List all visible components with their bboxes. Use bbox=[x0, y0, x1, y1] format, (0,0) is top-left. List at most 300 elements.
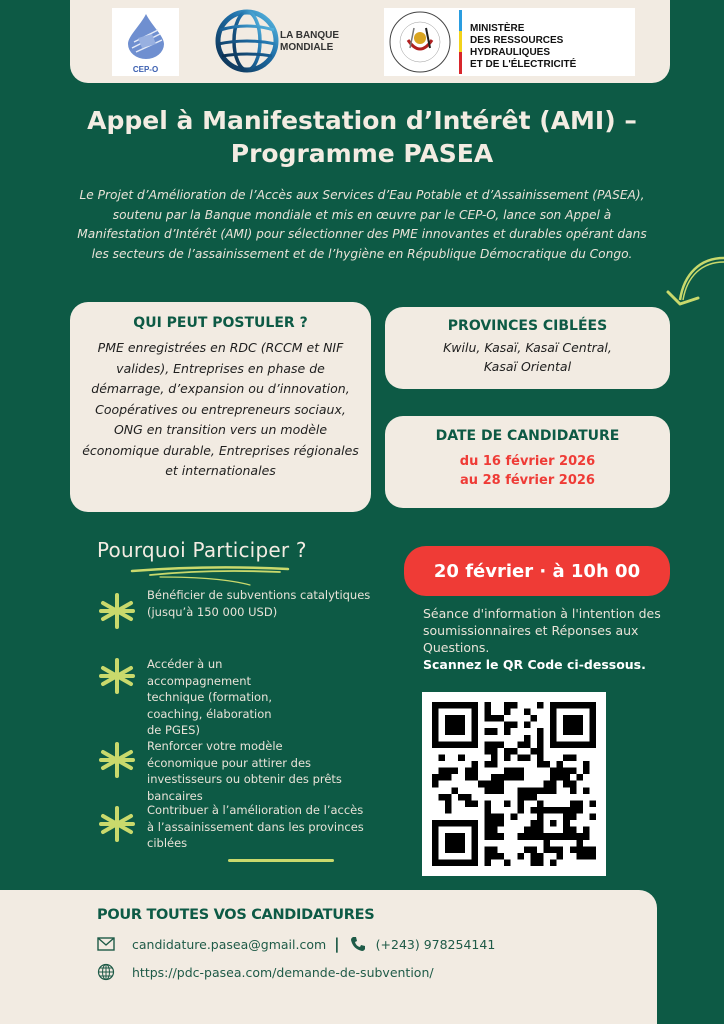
qr-module bbox=[439, 859, 446, 866]
qr-module bbox=[452, 728, 459, 735]
qr-module bbox=[498, 853, 505, 860]
date-to: au 28 février 2026 bbox=[460, 473, 595, 488]
qr-module bbox=[583, 761, 590, 768]
qr-module bbox=[471, 722, 478, 729]
benefit-item bbox=[97, 658, 387, 739]
provinces-heading: PROVINCES CIBLÉES bbox=[447, 318, 608, 334]
qr-module bbox=[550, 787, 557, 794]
qr-module bbox=[445, 741, 452, 748]
qr-module bbox=[458, 741, 465, 748]
contact-heading: POUR TOUTES VOS CANDIDATURES bbox=[97, 907, 375, 923]
qr-module bbox=[504, 728, 511, 735]
qr-module bbox=[563, 814, 570, 821]
qr-module bbox=[498, 741, 505, 748]
qr-module bbox=[524, 827, 531, 834]
globe-icon bbox=[97, 963, 115, 981]
qr-module bbox=[570, 741, 577, 748]
qr-module bbox=[452, 859, 459, 866]
qr-module bbox=[537, 754, 544, 761]
qr-module bbox=[550, 820, 557, 827]
qr-module bbox=[576, 741, 583, 748]
qr-module bbox=[576, 807, 583, 814]
qr-module bbox=[563, 722, 570, 729]
qr-module bbox=[504, 768, 511, 775]
qr-module bbox=[517, 853, 524, 860]
qr-module bbox=[563, 702, 570, 709]
qr-module bbox=[491, 728, 498, 735]
contact-row-website bbox=[97, 963, 434, 981]
qr-module bbox=[445, 800, 452, 807]
qr-module bbox=[517, 754, 524, 761]
qr-module bbox=[530, 794, 537, 801]
qr-module bbox=[445, 728, 452, 735]
qr-module bbox=[484, 761, 491, 768]
qr-module bbox=[544, 840, 551, 847]
qr-module bbox=[576, 833, 583, 840]
qr-module bbox=[471, 709, 478, 716]
qr-module bbox=[452, 833, 459, 840]
wb-line2: MONDIALE bbox=[280, 42, 334, 53]
qr-module bbox=[583, 787, 590, 794]
decorative-underline bbox=[228, 859, 334, 862]
qr-module bbox=[524, 754, 531, 761]
qr-module bbox=[557, 768, 564, 775]
intro-paragraph: Le Projet d’Amélioration de l’Accès aux Services d’Eau Potable et d’Assainissement (PASEA), soutenu par la Banque mondiale et mis en œuvre par le CEP-O, lance son Appel à Manifestation d’Intérêt (AMI) pour sélectionner des PME innovantes et durables opérant dans les secteurs de l’assainissement et de l’hygiène en République Démocratique du Congo. bbox=[77, 188, 647, 261]
qr-module bbox=[589, 741, 596, 748]
qr-module bbox=[491, 833, 498, 840]
water-drop-icon bbox=[126, 12, 166, 60]
qr-module bbox=[458, 846, 465, 853]
qr-module bbox=[570, 833, 577, 840]
qr-module bbox=[458, 715, 465, 722]
qr-module bbox=[484, 702, 491, 709]
qr-module bbox=[445, 820, 452, 827]
qr-module bbox=[570, 781, 577, 788]
qr-module bbox=[557, 741, 564, 748]
qr-module bbox=[458, 722, 465, 729]
qr-module bbox=[491, 787, 498, 794]
qr-module bbox=[550, 728, 557, 735]
qr-module bbox=[570, 807, 577, 814]
qr-module bbox=[563, 781, 570, 788]
qr-module bbox=[471, 853, 478, 860]
qr-module bbox=[445, 833, 452, 840]
qr-module bbox=[550, 722, 557, 729]
qr-module bbox=[563, 754, 570, 761]
qr-module bbox=[445, 768, 452, 775]
qr-module bbox=[557, 846, 564, 853]
qr-module bbox=[537, 728, 544, 735]
qr-module bbox=[432, 715, 439, 722]
page-title bbox=[40, 104, 684, 170]
wb-line1: LA BANQUE bbox=[280, 30, 340, 41]
qr-module bbox=[544, 787, 551, 794]
qr-module bbox=[504, 774, 511, 781]
qr-module bbox=[458, 840, 465, 847]
qr-module bbox=[458, 728, 465, 735]
qr-module bbox=[537, 820, 544, 827]
qr-module bbox=[445, 774, 452, 781]
qr-module bbox=[432, 827, 439, 834]
qr-module bbox=[537, 853, 544, 860]
qr-module bbox=[445, 715, 452, 722]
qr-module bbox=[557, 807, 564, 814]
qr-module bbox=[471, 833, 478, 840]
qr-module bbox=[452, 702, 459, 709]
qr-module bbox=[537, 787, 544, 794]
qr-module bbox=[484, 853, 491, 860]
qr-module bbox=[452, 820, 459, 827]
qr-module bbox=[491, 853, 498, 860]
mail-icon bbox=[97, 935, 115, 953]
qr-module bbox=[530, 827, 537, 834]
qr-module bbox=[471, 859, 478, 866]
qr-module bbox=[570, 754, 577, 761]
qr-module bbox=[445, 702, 452, 709]
qr-module bbox=[498, 833, 505, 840]
qr-module bbox=[471, 820, 478, 827]
qr-module bbox=[589, 853, 596, 860]
qr-module bbox=[471, 768, 478, 775]
qr-module bbox=[537, 702, 544, 709]
benefit-text: Accéder à un accompagnement technique (formation, coaching, élaboration de PGES) bbox=[147, 657, 273, 737]
qr-module bbox=[524, 735, 531, 742]
qr-module bbox=[583, 846, 590, 853]
qr-module bbox=[445, 840, 452, 847]
qr-module bbox=[537, 833, 544, 840]
qr-module bbox=[491, 846, 498, 853]
qr-module bbox=[511, 774, 518, 781]
qr-module bbox=[537, 741, 544, 748]
qr-module bbox=[563, 820, 570, 827]
qr-module bbox=[530, 833, 537, 840]
qr-module bbox=[484, 741, 491, 748]
asterisk-star-icon bbox=[97, 740, 137, 780]
ministry-line1: MINISTÈRE bbox=[470, 23, 525, 34]
website-link[interactable]: https://pdc-pasea.com/demande-de-subvention/ bbox=[132, 964, 434, 980]
world-bank-logo bbox=[214, 8, 354, 74]
qr-module bbox=[491, 814, 498, 821]
qr-module bbox=[452, 741, 459, 748]
qr-module bbox=[432, 846, 439, 853]
qr-module bbox=[550, 846, 557, 853]
qr-module bbox=[550, 709, 557, 716]
qr-module bbox=[471, 827, 478, 834]
qr-module bbox=[458, 794, 465, 801]
qr-module bbox=[570, 827, 577, 834]
info-session-description bbox=[423, 605, 683, 673]
ministry-line3: ET DE L'ÉLECTRICITÉ bbox=[470, 59, 577, 70]
qr-module bbox=[583, 768, 590, 775]
qr-module bbox=[432, 820, 439, 827]
title-line1: Appel à Manifestation d’Intérêt (AMI) – bbox=[87, 106, 637, 135]
cep-o-label: CEP-O bbox=[132, 65, 159, 74]
qr-module bbox=[439, 702, 446, 709]
qr-module bbox=[445, 722, 452, 729]
qr-module bbox=[570, 715, 577, 722]
qr-module bbox=[484, 728, 491, 735]
qr-module bbox=[550, 735, 557, 742]
qr-module bbox=[439, 794, 446, 801]
qr-module bbox=[517, 741, 524, 748]
contact-footer bbox=[0, 890, 657, 1024]
qr-module bbox=[458, 820, 465, 827]
qr-module bbox=[452, 715, 459, 722]
qr-module bbox=[576, 846, 583, 853]
qr-module bbox=[498, 787, 505, 794]
asterisk-star-icon bbox=[97, 804, 137, 844]
application-date-card bbox=[385, 416, 670, 508]
qr-call-to-action: Scannez le QR Code ci-dessous. bbox=[423, 657, 646, 672]
qr-module bbox=[517, 807, 524, 814]
qr-module bbox=[504, 722, 511, 729]
qr-module bbox=[484, 715, 491, 722]
qr-module bbox=[583, 827, 590, 834]
qr-module bbox=[439, 741, 446, 748]
qr-module bbox=[432, 781, 439, 788]
qr-module bbox=[570, 814, 577, 821]
contact-separator: | bbox=[334, 935, 340, 953]
qr-module bbox=[465, 794, 472, 801]
qr-module bbox=[471, 735, 478, 742]
qr-module bbox=[445, 846, 452, 853]
qr-module bbox=[550, 702, 557, 709]
qr-module bbox=[557, 853, 564, 860]
qr-module bbox=[576, 702, 583, 709]
qr-code-image bbox=[432, 702, 596, 866]
qr-module bbox=[498, 715, 505, 722]
qr-module bbox=[563, 833, 570, 840]
qr-module bbox=[583, 702, 590, 709]
qr-module bbox=[589, 715, 596, 722]
qr-module bbox=[504, 748, 511, 755]
qr-module bbox=[583, 833, 590, 840]
qr-module bbox=[471, 800, 478, 807]
qr-module bbox=[432, 709, 439, 716]
qr-module bbox=[517, 800, 524, 807]
qr-module bbox=[465, 741, 472, 748]
qr-module bbox=[550, 807, 557, 814]
ministry-logo bbox=[384, 8, 635, 76]
qr-module bbox=[530, 787, 537, 794]
qr-module bbox=[465, 800, 472, 807]
qr-module bbox=[530, 715, 537, 722]
qr-module bbox=[576, 840, 583, 847]
qr-module bbox=[524, 741, 531, 748]
qr-module bbox=[471, 728, 478, 735]
qr-module bbox=[524, 794, 531, 801]
qr-module bbox=[544, 781, 551, 788]
qr-module bbox=[458, 702, 465, 709]
qr-module bbox=[570, 846, 577, 853]
drc-seal-icon bbox=[388, 10, 452, 74]
date-from: du 16 février 2026 bbox=[459, 454, 596, 469]
qr-module bbox=[589, 814, 596, 821]
eligibility-card bbox=[70, 302, 371, 512]
qr-module bbox=[524, 846, 531, 853]
qr-module bbox=[432, 735, 439, 742]
qr-module bbox=[557, 761, 564, 768]
qr-module bbox=[517, 787, 524, 794]
qr-module bbox=[563, 807, 570, 814]
qr-module bbox=[484, 781, 491, 788]
qr-module bbox=[544, 807, 551, 814]
qr-module bbox=[504, 754, 511, 761]
qr-module bbox=[491, 754, 498, 761]
qr-module bbox=[432, 840, 439, 847]
qr-module bbox=[439, 820, 446, 827]
qr-module bbox=[589, 722, 596, 729]
contact-row-email-phone bbox=[97, 935, 495, 953]
qr-module bbox=[563, 715, 570, 722]
qr-module bbox=[491, 827, 498, 834]
qr-module bbox=[557, 833, 564, 840]
qr-module bbox=[524, 709, 531, 716]
qr-module bbox=[445, 794, 452, 801]
qr-module bbox=[465, 768, 472, 775]
qr-module bbox=[583, 741, 590, 748]
qr-module bbox=[484, 827, 491, 834]
qr-module bbox=[570, 722, 577, 729]
qr-module bbox=[465, 702, 472, 709]
qr-module bbox=[511, 748, 518, 755]
qr-module bbox=[589, 728, 596, 735]
qr-module bbox=[498, 781, 505, 788]
qr-module bbox=[544, 761, 551, 768]
qr-module bbox=[563, 774, 570, 781]
qr-module bbox=[471, 741, 478, 748]
qr-module bbox=[458, 859, 465, 866]
qr-module bbox=[576, 715, 583, 722]
qr-module bbox=[484, 709, 491, 716]
curved-arrow-icon bbox=[650, 252, 724, 312]
qr-module bbox=[537, 748, 544, 755]
qr-module bbox=[570, 768, 577, 775]
qr-module bbox=[498, 814, 505, 821]
qr-module bbox=[478, 781, 485, 788]
qr-module bbox=[589, 709, 596, 716]
qr-module bbox=[452, 768, 459, 775]
benefit-text: Contribuer à l’amélioration de l’accès à l’assainissement dans les provinces ciblées bbox=[147, 803, 364, 850]
qr-module bbox=[550, 741, 557, 748]
qr-module bbox=[484, 787, 491, 794]
qr-module bbox=[484, 820, 491, 827]
qr-module bbox=[570, 787, 577, 794]
asterisk-star-icon bbox=[97, 656, 137, 696]
qr-module bbox=[504, 800, 511, 807]
qr-module bbox=[484, 859, 491, 866]
title-line2: Programme PASEA bbox=[230, 139, 494, 168]
qr-module bbox=[484, 748, 491, 755]
globe-icon bbox=[214, 8, 280, 74]
qr-module bbox=[445, 859, 452, 866]
qr-module bbox=[432, 741, 439, 748]
qr-module bbox=[530, 820, 537, 827]
qr-module bbox=[491, 774, 498, 781]
qr-module bbox=[511, 814, 518, 821]
qr-module bbox=[491, 820, 498, 827]
qr-module bbox=[432, 728, 439, 735]
qr-module bbox=[524, 787, 531, 794]
qr-module bbox=[537, 735, 544, 742]
qr-module bbox=[550, 768, 557, 775]
qr-module bbox=[491, 748, 498, 755]
qr-module bbox=[491, 781, 498, 788]
cep-o-logo bbox=[112, 8, 179, 76]
qr-module bbox=[432, 722, 439, 729]
qr-module bbox=[570, 800, 577, 807]
qr-module bbox=[550, 833, 557, 840]
qr-module bbox=[537, 761, 544, 768]
application-date-heading: DATE DE CANDIDATURE bbox=[435, 428, 620, 444]
qr-module bbox=[484, 833, 491, 840]
qr-module bbox=[576, 728, 583, 735]
qr-module bbox=[530, 748, 537, 755]
qr-module bbox=[563, 827, 570, 834]
qr-module bbox=[517, 774, 524, 781]
qr-module bbox=[504, 709, 511, 716]
qr-module bbox=[511, 768, 518, 775]
why-participate-heading: Pourquoi Participer ? bbox=[97, 538, 307, 562]
qr-module bbox=[537, 859, 544, 866]
qr-module bbox=[471, 761, 478, 768]
qr-module bbox=[530, 807, 537, 814]
qr-module bbox=[432, 774, 439, 781]
qr-module bbox=[432, 702, 439, 709]
benefit-item bbox=[97, 803, 387, 852]
qr-module bbox=[471, 840, 478, 847]
benefit-item bbox=[97, 588, 387, 631]
provinces-text: Kwilu, Kasaï, Kasaï Central, Kasaï Oriental bbox=[443, 340, 612, 374]
qr-module bbox=[511, 722, 518, 729]
qr-module bbox=[530, 859, 537, 866]
email-link[interactable]: candidature.pasea@gmail.com bbox=[132, 936, 327, 952]
asterisk-star-icon bbox=[97, 591, 137, 631]
qr-module bbox=[550, 859, 557, 866]
qr-code[interactable] bbox=[422, 692, 606, 876]
qr-module bbox=[550, 781, 557, 788]
qr-module bbox=[445, 807, 452, 814]
qr-module bbox=[471, 715, 478, 722]
qr-module bbox=[576, 800, 583, 807]
qr-module bbox=[537, 827, 544, 834]
qr-module bbox=[458, 833, 465, 840]
qr-module bbox=[557, 702, 564, 709]
eligibility-text: PME enregistrées en RDC (RCCM et NIF valides), Entreprises en phase de démarrage, d’expansion ou d’innovation, Coopératives ou entrepreneurs sociaux, ONG en transition vers un modèle économique durable, Entreprises régionales et internationales bbox=[82, 340, 359, 478]
qr-module bbox=[498, 774, 505, 781]
qr-module bbox=[432, 853, 439, 860]
benefit-item bbox=[97, 739, 387, 804]
qr-module bbox=[452, 787, 459, 794]
qr-module bbox=[465, 820, 472, 827]
qr-module bbox=[452, 846, 459, 853]
qr-module bbox=[563, 741, 570, 748]
qr-module bbox=[589, 800, 596, 807]
qr-module bbox=[589, 702, 596, 709]
qr-module bbox=[570, 728, 577, 735]
qr-module bbox=[491, 715, 498, 722]
qr-module bbox=[530, 853, 537, 860]
qr-module bbox=[544, 833, 551, 840]
phone-link[interactable]: (+243) 978254141 bbox=[375, 936, 496, 952]
qr-module bbox=[491, 741, 498, 748]
qr-module bbox=[471, 846, 478, 853]
world-bank-wordmark bbox=[280, 30, 339, 54]
qr-module bbox=[563, 768, 570, 775]
session-description-text: Séance d'information à l'intention des soumissionnaires et Réponses aux Questions. bbox=[423, 606, 661, 655]
qr-module bbox=[491, 761, 498, 768]
qr-module bbox=[484, 814, 491, 821]
